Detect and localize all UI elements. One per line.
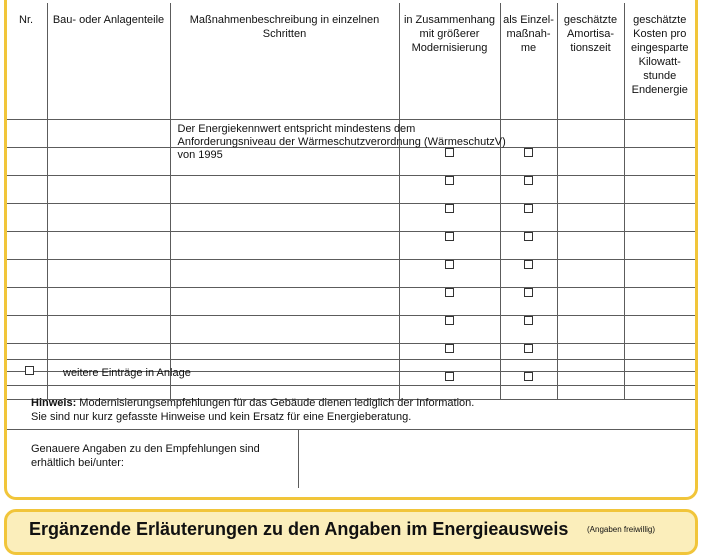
einzel-cell	[500, 288, 557, 316]
erlaeuterungen-section	[4, 509, 698, 555]
zusammenhang-checkbox[interactable]	[445, 176, 454, 185]
cell-bauteil[interactable]	[47, 204, 170, 232]
cell-bauteil[interactable]	[47, 260, 170, 288]
einzel-checkbox[interactable]	[524, 288, 533, 297]
cell-nr[interactable]	[7, 232, 47, 260]
table-row	[7, 288, 695, 316]
cell-nr[interactable]	[7, 176, 47, 204]
cell-amortisation[interactable]	[557, 120, 624, 148]
table-row	[7, 204, 695, 232]
header-kosten: geschätzte Kosten pro eingesparte Kilowatt-stunde Endenergie	[624, 3, 695, 120]
cell-nr[interactable]	[7, 288, 47, 316]
cell-nr[interactable]	[7, 260, 47, 288]
einzel-checkbox[interactable]	[524, 232, 533, 241]
cell-amortisation[interactable]	[557, 260, 624, 288]
einzel-cell	[500, 176, 557, 204]
cell-nr[interactable]	[7, 120, 47, 148]
first-row-description: Der Energiekennwert entspricht mindestens dem Anforderungsniveau der Wärmeschutzverordnung (WärmeschutzV) von 1995	[177, 123, 506, 161]
recommendations-panel	[4, 0, 698, 500]
hinweis-line-2: Sie sind nur kurz gefasste Hinweise und kein Ersatz für eine Energieberatung.	[31, 411, 412, 423]
genauere-angaben-label: Genauere Angaben zu den Empfehlungen sind erhältlich bei/unter:	[31, 443, 260, 469]
zusammenhang-cell	[399, 232, 500, 260]
genauere-angaben-divider	[298, 430, 299, 488]
cell-beschreibung[interactable]	[170, 260, 399, 288]
hinweis-label: Hinweis:	[31, 397, 77, 409]
cell-beschreibung[interactable]	[170, 204, 399, 232]
einzel-checkbox[interactable]	[524, 176, 533, 185]
cell-amortisation[interactable]	[557, 148, 624, 176]
erlaeuterungen-heading: Ergänzende Erläuterungen zu den Angaben im Energieausweis	[29, 519, 569, 539]
einzel-checkbox[interactable]	[524, 148, 533, 157]
cell-beschreibung[interactable]	[170, 176, 399, 204]
einzel-cell	[500, 204, 557, 232]
zusammenhang-cell	[399, 176, 500, 204]
table-row	[7, 120, 695, 148]
table-row	[7, 176, 695, 204]
zusammenhang-cell	[399, 260, 500, 288]
einzel-cell	[500, 316, 557, 344]
zusammenhang-cell	[399, 316, 500, 344]
cell-bauteil[interactable]	[47, 316, 170, 344]
header-bauteil: Bau- oder Anlagenteile	[47, 3, 170, 120]
cell-amortisation[interactable]	[557, 176, 624, 204]
cell-kosten[interactable]	[624, 316, 695, 344]
header-zusammenhang: in Zusammenhang mit größerer Modernisierung	[399, 3, 500, 120]
cell-bauteil[interactable]	[47, 176, 170, 204]
table-header-row	[7, 3, 695, 120]
hinweis-line-1: Modernisierungsempfehlungen für das Gebäude dienen lediglich der Information.	[79, 397, 475, 409]
cell-amortisation[interactable]	[557, 204, 624, 232]
einzel-cell	[500, 148, 557, 176]
einzel-checkbox[interactable]	[524, 316, 533, 325]
table-row	[7, 232, 695, 260]
zusammenhang-checkbox[interactable]	[445, 232, 454, 241]
header-einzel: als Einzel-maßnah-me	[500, 3, 557, 120]
einzel-checkbox[interactable]	[524, 344, 533, 353]
cell-amortisation[interactable]	[557, 288, 624, 316]
zusammenhang-checkbox[interactable]	[445, 288, 454, 297]
header-nr: Nr.	[7, 3, 47, 120]
einzel-cell	[500, 260, 557, 288]
cell-beschreibung[interactable]	[170, 288, 399, 316]
genauere-angaben-row	[7, 429, 695, 499]
cell-bauteil[interactable]	[47, 232, 170, 260]
table-row	[7, 260, 695, 288]
zusammenhang-cell	[399, 288, 500, 316]
zusammenhang-checkbox[interactable]	[445, 204, 454, 213]
hinweis-box	[7, 385, 695, 429]
cell-kosten[interactable]	[624, 148, 695, 176]
erlaeuterungen-note: (Angaben freiwillig)	[587, 525, 656, 534]
cell-kosten[interactable]	[624, 120, 695, 148]
cell-nr[interactable]	[7, 148, 47, 176]
zusammenhang-checkbox[interactable]	[445, 344, 454, 353]
cell-kosten[interactable]	[624, 260, 695, 288]
zusammenhang-checkbox[interactable]	[445, 316, 454, 325]
weitere-eintraege-row	[7, 359, 695, 385]
measures-table	[7, 3, 695, 400]
einzel-cell	[500, 232, 557, 260]
weitere-eintraege-label: weitere Einträge in Anlage	[63, 367, 191, 379]
header-amortisation: geschätzte Amortisa-tionszeit	[557, 3, 624, 120]
cell-kosten[interactable]	[624, 176, 695, 204]
einzel-checkbox[interactable]	[524, 260, 533, 269]
cell-amortisation[interactable]	[557, 232, 624, 260]
cell-beschreibung[interactable]	[170, 120, 506, 161]
cell-nr[interactable]	[7, 316, 47, 344]
cell-kosten[interactable]	[624, 288, 695, 316]
weitere-eintraege-checkbox[interactable]	[25, 366, 34, 375]
cell-einzel	[500, 120, 557, 148]
header-beschreibung: Maßnahmenbeschreibung in einzelnen Schritten	[170, 3, 399, 120]
zusammenhang-cell	[399, 204, 500, 232]
cell-bauteil[interactable]	[47, 120, 170, 148]
einzel-checkbox[interactable]	[524, 204, 533, 213]
cell-bauteil[interactable]	[47, 288, 170, 316]
cell-kosten[interactable]	[624, 204, 695, 232]
cell-bauteil[interactable]	[47, 148, 170, 176]
table-row	[7, 316, 695, 344]
cell-beschreibung[interactable]	[170, 316, 399, 344]
cell-kosten[interactable]	[624, 232, 695, 260]
cell-beschreibung[interactable]	[170, 232, 399, 260]
zusammenhang-checkbox[interactable]	[445, 260, 454, 269]
cell-amortisation[interactable]	[557, 316, 624, 344]
cell-nr[interactable]	[7, 204, 47, 232]
